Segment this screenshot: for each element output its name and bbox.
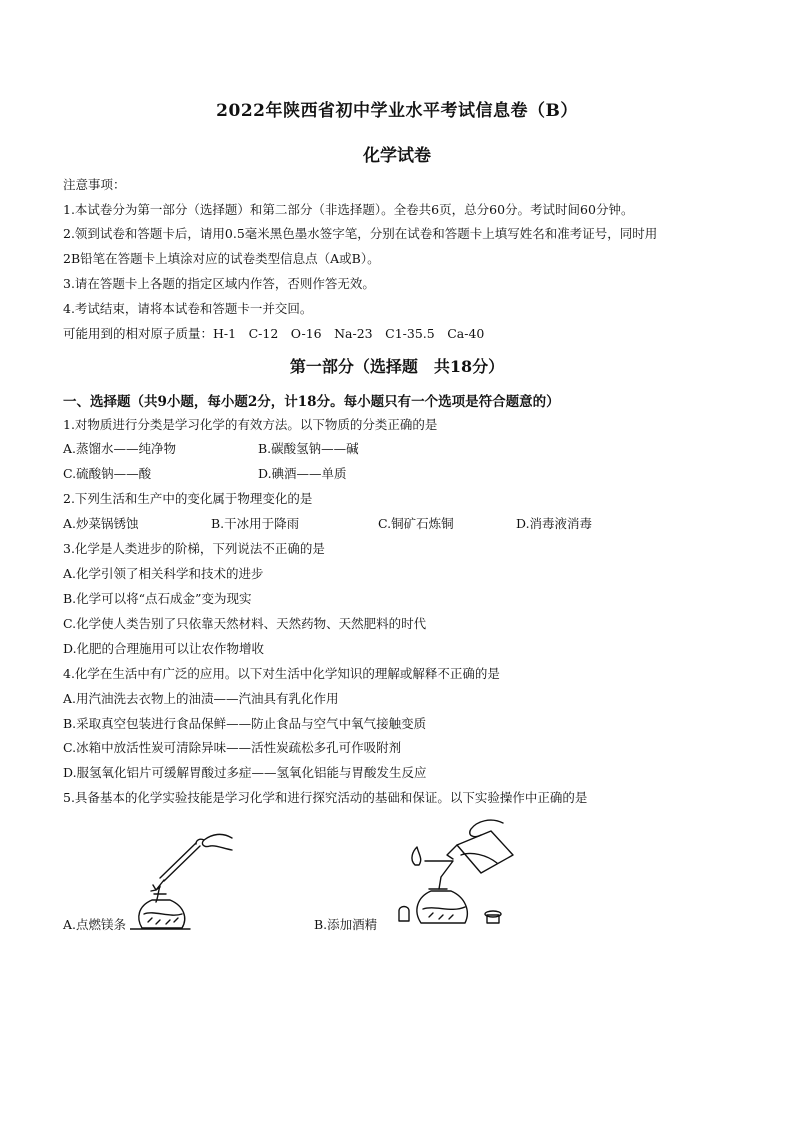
q1-option-a: A.蒸馏水——纯净物 <box>63 441 177 456</box>
add-alcohol-figure <box>395 815 525 930</box>
notice-heading: 注意事项： <box>63 177 126 192</box>
question-stem-2: 2.下列生活和生产中的变化属于物理变化的是 <box>63 491 313 506</box>
question-stem-3: 3.化学是人类进步的阶梯，下列说法不正确的是 <box>63 541 325 556</box>
q1-option-b: B.碳酸氢钠——碱 <box>258 441 359 456</box>
question-stem-5: 5.具备基本的化学实验技能是学习化学和进行探究活动的基础和保证。以下实验操作中正确的是 <box>63 790 588 805</box>
q2-option-d: D.消毒液消毒 <box>516 516 593 531</box>
part1-title-b: 共18分） <box>433 357 505 376</box>
q2-option-a: A.炒菜锅锈蚀 <box>63 516 139 531</box>
q4-option-b: B.采取真空包装进行食品保鲜——防止食品与空气中氧气接触变质 <box>63 716 427 731</box>
magnesium-ignition-figure <box>130 818 245 930</box>
exam-title: 2022年陕西省初中学业水平考试信息卷（B） <box>216 101 578 121</box>
q3-option-b: B.化学可以将“点石成金”变为现实 <box>63 591 252 606</box>
part1-instruction: 一、选择题（共9小题，每小题2分，计18分。每小题只有一个选项是符合题意的） <box>63 394 560 410</box>
q5-option-b: B.添加酒精 <box>314 917 378 932</box>
q4-option-a: A.用汽油洗去衣物上的油渍——汽油具有乳化作用 <box>63 691 339 706</box>
q1-option-c: C.硫酸钠——酸 <box>63 466 152 481</box>
notice-item: 4.考试结束，请将本试卷和答题卡一并交回。 <box>63 301 313 316</box>
notice-item: 3.请在答题卡上各题的指定区域内作答，否则作答无效。 <box>63 276 375 291</box>
question-stem-1: 1.对物质进行分类是学习化学的有效方法。以下物质的分类正确的是 <box>63 417 438 432</box>
part1-title <box>0 354 794 377</box>
q4-option-c: C.冰箱中放活性炭可清除异味——活性炭疏松多孔可作吸附剂 <box>63 740 402 755</box>
atomic-masses: 可能用到的相对原子质量：H-1 C-12 O-16 Na-23 C1-35.5 Ca-40 <box>63 326 485 341</box>
exam-subtitle: 化学试卷 <box>363 146 431 166</box>
q3-option-d: D.化肥的合理施用可以让农作物增收 <box>63 641 265 656</box>
q5-option-a: A.点燃镁条 <box>63 917 127 932</box>
part1-title-a: 第一部分（选择题 <box>289 357 418 376</box>
q3-option-c: C.化学使人类告别了只依靠天然材料、天然药物、天然肥料的时代 <box>63 616 427 631</box>
question-stem-4: 4.化学在生活中有广泛的应用。以下对生活中化学知识的理解或解释不正确的是 <box>63 666 500 681</box>
q3-option-a: A.化学引领了相关科学和技术的进步 <box>63 566 264 581</box>
notice-item: 1.本试卷分为第一部分（选择题）和第二部分（非选择题）。全卷共6页，总分60分。考试时间60分钟。 <box>63 202 634 217</box>
q4-option-d: D.服氢氧化铝片可缓解胃酸过多症——氢氧化铝能与胃酸发生反应 <box>63 765 427 780</box>
notice-item: 2B铅笔在答题卡上填涂对应的试卷类型信息点（A或B）。 <box>63 251 380 266</box>
q2-option-b: B.干冰用于降雨 <box>211 516 300 531</box>
notice-item: 2.领到试卷和答题卡后，请用0.5毫米黑色墨水签字笔，分别在试卷和答题卡上填写姓名和准考证号，同时用 <box>63 226 658 241</box>
q1-option-d: D.碘酒——单质 <box>258 466 347 481</box>
q2-option-c: C.铜矿石炼铜 <box>378 516 454 531</box>
